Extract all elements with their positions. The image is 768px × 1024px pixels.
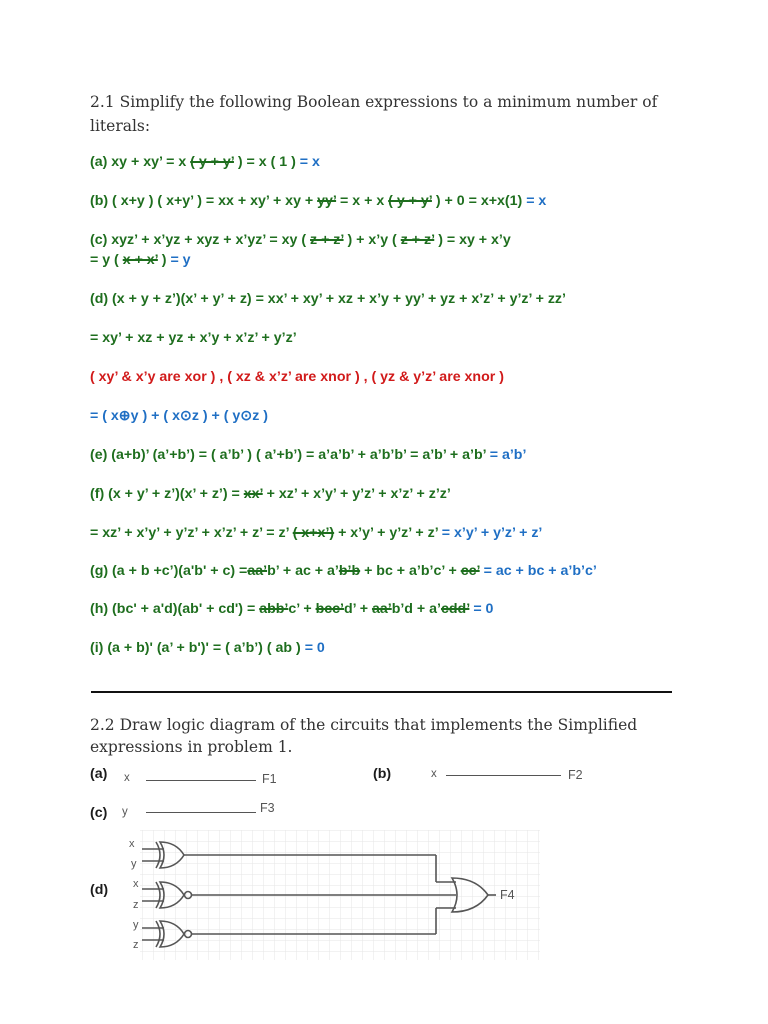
diagram-b-input: x: [431, 768, 437, 780]
section-divider: [91, 691, 672, 693]
diagram-d-output: F4: [500, 888, 515, 902]
expression-b: (b) ( x+y ) ( x+y’ ) = xx + xy’ + xy + yy’ = x + x ( y + y’ ) + 0 = x+x(1) = x: [90, 193, 547, 209]
input-y-2: y: [133, 919, 139, 931]
heading-line-2: expressions in problem 1.: [90, 738, 293, 756]
heading-line-2: literals:: [90, 117, 151, 135]
result-i: = 0: [304, 640, 325, 656]
section-heading-2-2: [90, 716, 637, 756]
expression-d-note: ( xy’ & x’y are xor ) , ( xz & x’z’ are xnor ) , ( yz & y’z’ are xnor ): [90, 369, 504, 385]
section-heading-2-1: [90, 93, 657, 135]
expression-f-cont: = xz’ + x’y’ + y’z’ + x’z’ + z’ = z’ ( x+x’) + x’y’ + y’z’ + z’ = x’y’ + y’z’ + z’: [90, 525, 543, 541]
input-x-1: x: [129, 838, 135, 850]
expression-d: (d) (x + y + z’)(x’ + y’ + z) = xx’ + xy’ + xz + x’y + yy’ + yz + x’z’ + y’z’ + zz’: [90, 291, 566, 307]
expression-a: (a) xy + xy’ = x ( y + y’ ) = x ( 1 ) = x: [90, 154, 320, 170]
diagram-c-output: F3: [260, 801, 275, 815]
heading-line-1: 2.1 Simplify the following Boolean expressions to a minimum number of: [90, 93, 658, 111]
result-c: = y: [170, 252, 191, 268]
expression-g: (g) (a + b +c’)(a'b' + c) =aa’b’ + ac + a’b’b + bc + a’b’c’ + cc’ = ac + bc + a’b’c’: [90, 563, 597, 579]
diagram-a-output: F1: [262, 772, 277, 786]
diagram-d-label: (d): [90, 882, 109, 898]
result-h: = 0: [473, 601, 494, 617]
diagram-b-wire: [446, 775, 561, 776]
result-e: = a’b’: [489, 447, 527, 463]
input-x-2: x: [133, 878, 139, 890]
result-d: = ( x⊕y ) + ( x⊙z ) + ( y⊙z ): [90, 408, 268, 424]
result-f: = x’y’ + y’z’ + z’: [441, 525, 543, 541]
expression-h: (h) (bc' + a'd)(ab' + cd') = abb’c’ + bcc’d’ + aa’b’d + a’cdd’ = 0: [90, 601, 494, 617]
expression-f: (f) (x + y’ + z’)(x’ + z’) = xx’ + xz’ + x’y’ + y’z’ + x’z’ + z’z’: [90, 486, 451, 502]
diagram-d-circuit: [120, 830, 540, 960]
diagram-b-output: F2: [568, 768, 583, 782]
diagram-a-input: x: [124, 772, 130, 784]
expression-i: (i) (a + b)' (a’ + b')' = ( a’b’) ( ab ) = 0: [90, 640, 325, 656]
expression-e: (e) (a+b)’ (a’+b’) = ( a’b’ ) ( a’+b’) = a’a’b’ + a’b’b’ = a’b’ + a’b’ = a’b’: [90, 447, 527, 463]
diagram-c-label: (c): [90, 805, 108, 821]
result-g: = ac + bc + a’b’c’: [483, 563, 597, 579]
input-y-1: y: [131, 858, 137, 870]
result-a: = x: [299, 154, 320, 170]
expression-c: (c) xyz’ + x’yz + xyz + x’yz’ = xy ( z + z’ ) + x’y ( z + z’ ) = xy + x’y: [90, 232, 511, 248]
diagram-a-label: (a): [90, 766, 108, 782]
expression-d-cont: = xy’ + xz + yz + x’y + x’z’ + y’z’: [90, 330, 297, 346]
result-b: = x: [526, 193, 547, 209]
heading-line-1: 2.2 Draw logic diagram of the circuits that implements the Simplified: [90, 716, 638, 734]
input-z-2: z: [133, 939, 139, 951]
diagram-b-label: (b): [373, 766, 392, 782]
diagram-a-wire: [146, 780, 256, 781]
expression-c-cont: = y ( x + x’ ) = y: [90, 252, 191, 268]
input-z-1: z: [133, 899, 139, 911]
diagram-c-input: y: [122, 806, 128, 818]
diagram-c-wire: [146, 812, 256, 813]
